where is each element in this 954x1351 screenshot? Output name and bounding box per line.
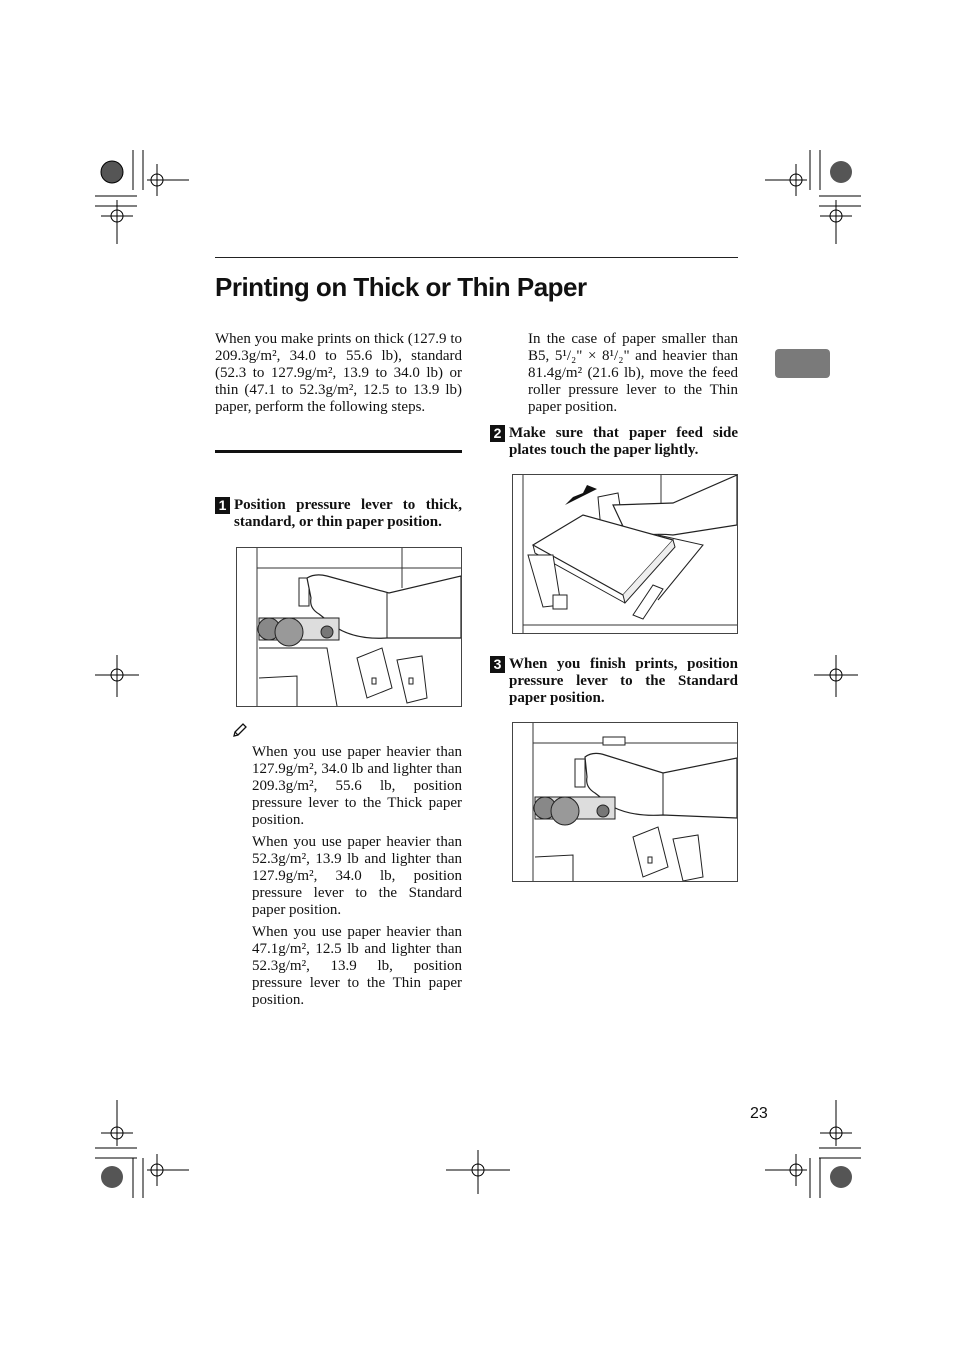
chapter-tab <box>775 349 830 378</box>
step-number: 3 <box>490 656 505 673</box>
figure-pressure-lever <box>236 547 462 707</box>
registration-mark-bottom-right <box>763 1100 863 1200</box>
header-rule <box>215 257 738 258</box>
intro-paragraph: When you make prints on thick (127.9 to 209.3g/m², 34.0 to 55.6 lb), standard (52.3 to 127.9g/m², 13.9 to 34.0 lb) or thin (47.1 to 52.3g/m², 12.5 to 13.9 lb) paper, perform the following steps. <box>215 331 462 415</box>
step-text: When you finish prints, position pressure lever to the Standard paper position. <box>509 656 738 706</box>
step-1 <box>215 497 462 531</box>
note-item: When you use paper heavier than 127.9g/m², 34.0 lb and lighter than 209.3g/m², 55.6 lb, position pressure lever to the Thick paper position. <box>252 744 462 828</box>
step-2 <box>490 425 738 459</box>
step-3 <box>490 656 738 707</box>
registration-mark-mid-left <box>95 655 139 699</box>
thin-paper-note: In the case of paper smaller than B5, 5¹/₂" × 8¹/₂" and heavier than 81.4g/m² (21.6 lb), move the feed roller pressure lever to the Thin paper position. <box>528 331 738 415</box>
registration-mark-bottom-left <box>95 1100 195 1200</box>
page-title: Printing on Thick or Thin Paper <box>215 272 587 302</box>
figure-paper-feed-plates <box>512 474 738 634</box>
registration-mark-mid-right <box>814 655 858 699</box>
note-block <box>252 744 462 1014</box>
registration-mark-bottom-center <box>446 1150 510 1196</box>
registration-mark-top-left <box>95 150 195 250</box>
section-rule <box>215 450 462 453</box>
figure-standard-position <box>512 722 738 882</box>
note-item: When you use paper heavier than 47.1g/m², 12.5 lb and lighter than 52.3g/m², 13.9 lb, position pressure lever to the Thin paper position. <box>252 924 462 1008</box>
note-item: When you use paper heavier than 52.3g/m², 13.9 lb and lighter than 127.9g/m², 34.0 lb, position pressure lever to the Standard paper position. <box>252 834 462 918</box>
step-number: 1 <box>215 497 230 514</box>
page-number: 23 <box>750 1105 768 1122</box>
pencil-icon <box>232 722 248 743</box>
step-number: 2 <box>490 425 505 442</box>
registration-mark-top-right <box>763 150 863 250</box>
step-text: Position pressure lever to thick, standard, or thin paper position. <box>234 497 462 530</box>
step-text: Make sure that paper feed side plates touch the paper lightly. <box>509 425 738 458</box>
